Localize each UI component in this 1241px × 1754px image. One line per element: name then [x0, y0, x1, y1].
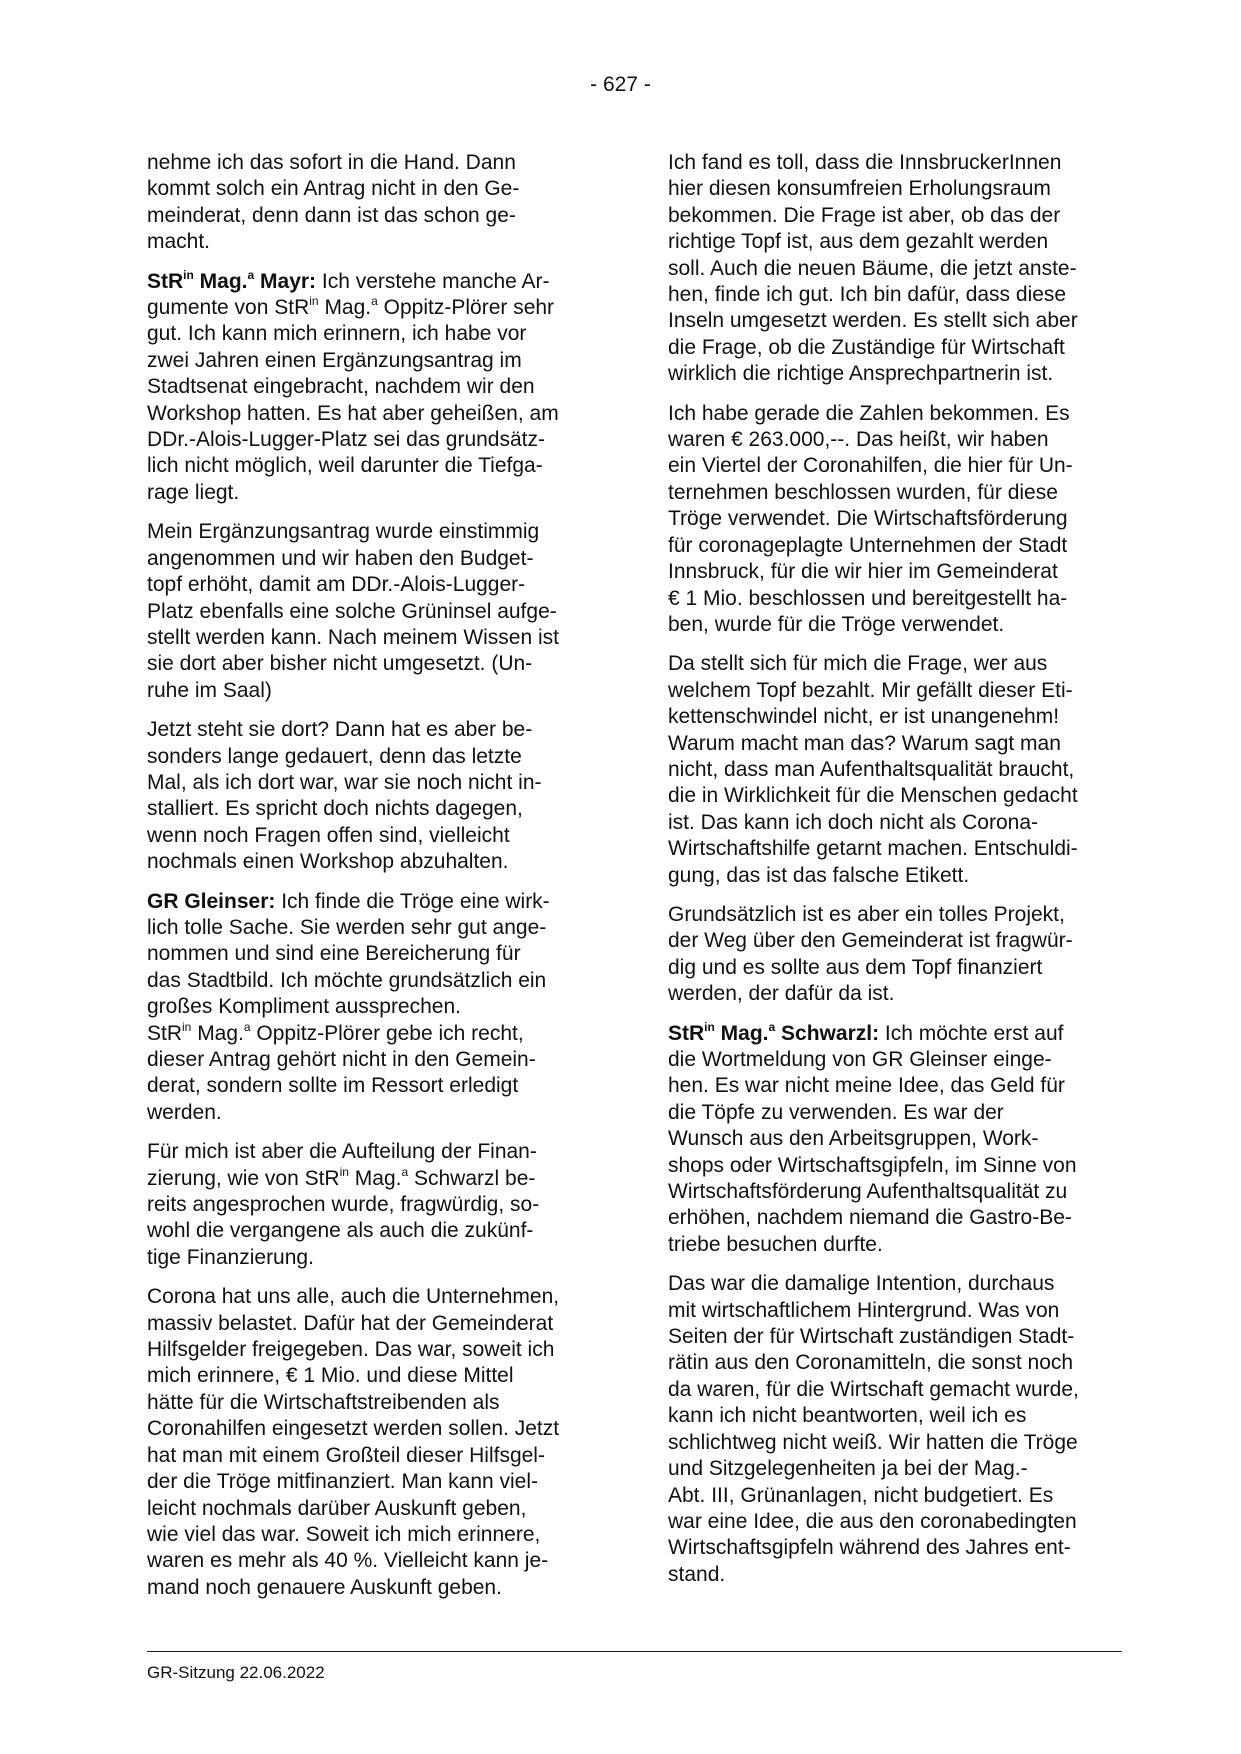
- text-run: dig und es sollte aus dem Topf finanziert: [668, 955, 1043, 979]
- text-run: Coronahilfen eingesetzt werden sollen. Jetzt: [147, 1417, 560, 1441]
- text-run: war eine Idee, die aus den coronabedingten: [668, 1509, 1077, 1533]
- text-run: wirklich die richtige Ansprechpartnerin ist.: [668, 362, 1054, 386]
- text-line: [668, 1456, 1123, 1482]
- text-line: [147, 427, 602, 453]
- text-line: [668, 533, 1123, 559]
- text-run: nehme ich das sofort in die Hand. Dann: [147, 151, 516, 174]
- text-run: DDr.-Alois-Lugger-Platz sei das grundsätz-: [147, 428, 545, 452]
- text-run: großes Kompliment aussprechen.: [147, 995, 461, 1019]
- text-run: kann ich nicht beantworten, weil ich es: [668, 1404, 1027, 1428]
- text-run: lich nicht möglich, weil darunter die Tiefga-: [147, 454, 543, 478]
- text-run: und Sitzgelegenheiten ja bei der Mag.-: [668, 1457, 1028, 1481]
- text-line: [668, 1535, 1123, 1561]
- text-run: ein Viertel der Coronahilfen, die hier für Un-: [668, 454, 1073, 478]
- text-line: [668, 1205, 1123, 1231]
- text-run: Da stellt sich für mich die Frage, wer aus: [668, 652, 1048, 676]
- text-line: [668, 757, 1123, 783]
- text-line: [147, 401, 602, 427]
- text-line: [147, 453, 602, 479]
- text-line: [147, 599, 602, 625]
- text-run: Seiten der für Wirtschaft zuständigen Stadt-: [668, 1325, 1075, 1349]
- text-run: Innsbruck, für die wir hier im Gemeinderat: [668, 560, 1058, 584]
- text-run: lich tolle Sache. Sie werden sehr gut ange-: [147, 915, 547, 939]
- text-run: Warum macht man das? Warum sagt man: [668, 731, 1061, 755]
- text-run: shops oder Wirtschaftsgipfeln, im Sinne von: [668, 1153, 1077, 1177]
- text-line: [147, 889, 602, 915]
- text-run: die in Wirklichkeit für die Menschen gedacht: [668, 784, 1078, 808]
- page-number: - 627 -: [590, 73, 651, 96]
- text-run: stand.: [668, 1562, 726, 1586]
- text-line: [668, 1324, 1123, 1350]
- text-run: tige Finanzierung.: [147, 1245, 314, 1269]
- speaker-name: Mayr:: [254, 269, 317, 293]
- text-line: [147, 321, 602, 347]
- text-line: [668, 902, 1123, 928]
- text-line: [147, 176, 602, 202]
- text-line: [668, 1126, 1123, 1152]
- speaker-name: GR Gleinser:: [147, 889, 276, 913]
- text-line: [147, 1218, 602, 1244]
- text-run: mand noch genauere Auskunft geben.: [147, 1575, 502, 1599]
- paragraph: [668, 1271, 1123, 1588]
- right-column: [668, 150, 1123, 1601]
- paragraph: [668, 150, 1123, 388]
- text-run: ben, wurde für die Tröge verwendet.: [668, 612, 1005, 636]
- text-run: die Wortmeldung von GR Gleinser einge-: [668, 1048, 1052, 1071]
- text-run: Wirtschaftsförderung Aufenthaltsqualität zu: [668, 1180, 1068, 1204]
- text-line: [147, 572, 602, 598]
- text-line: [147, 295, 602, 321]
- text-line: [668, 1403, 1123, 1429]
- text-line: [668, 1073, 1123, 1099]
- text-run: Inseln umgesetzt werden. Es stellt sich aber: [668, 309, 1078, 333]
- text-run: angenommen und wir haben den Budget-: [147, 546, 534, 570]
- text-run: reits angesprochen wurde, fragwürdig, so-: [147, 1193, 540, 1217]
- text-line: [668, 401, 1123, 427]
- paragraph: [147, 269, 602, 507]
- text-line: [668, 586, 1123, 612]
- paragraph: [147, 519, 602, 704]
- text-run: Abt. III, Grünanlagen, nicht budgetiert. Es: [668, 1483, 1054, 1507]
- text-run: gut. Ich kann mich erinnern, ich habe vor: [147, 322, 527, 346]
- text-line: [668, 1232, 1123, 1258]
- text-run: in: [339, 1164, 349, 1179]
- text-run: waren es mehr als 40 %. Vielleicht kann je-: [147, 1549, 549, 1573]
- text-run: Oppitz-Plörer gebe ich recht,: [250, 1021, 524, 1045]
- text-line: [147, 348, 602, 374]
- text-line: [147, 1548, 602, 1574]
- text-line: [147, 203, 602, 229]
- text-run: hätte für die Wirtschaftstreibenden als: [147, 1390, 500, 1414]
- text-run: dieser Antrag gehört nicht in den Gemein-: [147, 1048, 536, 1071]
- text-run: wohl die vergangene als auch die zukünf-: [147, 1219, 534, 1243]
- text-run: topf erhöht, damit am DDr.-Alois-Lugger-: [147, 573, 526, 597]
- text-line: [147, 770, 602, 796]
- text-line: [147, 1100, 602, 1126]
- text-run: kommt solch ein Antrag nicht in den Ge-: [147, 177, 520, 201]
- text-line: [668, 480, 1123, 506]
- text-line: [668, 928, 1123, 954]
- text-run: Ich verstehe manche Ar-: [316, 269, 550, 293]
- text-line: [147, 1192, 602, 1218]
- text-run: Ich fand es toll, dass die InnsbruckerInnen: [668, 151, 1062, 174]
- paragraph: [668, 651, 1123, 889]
- text-line: [147, 968, 602, 994]
- speaker-name: StR: [147, 269, 184, 293]
- text-line: [147, 1363, 602, 1389]
- text-run: Oppitz-Plörer sehr: [377, 296, 555, 320]
- text-run: wie viel das war. Soweit ich mich erinnere,: [147, 1522, 541, 1546]
- text-run: Workshop hatten. Es hat aber geheißen, am: [147, 401, 559, 425]
- text-line: [668, 981, 1123, 1007]
- text-run: Hilfsgelder freigegeben. Das war, soweit ich: [147, 1338, 555, 1362]
- text-run: werden, der dafür da ist.: [668, 982, 895, 1006]
- text-line: [147, 744, 602, 770]
- text-run: richtige Topf ist, aus dem gezahlt werden: [668, 230, 1049, 254]
- text-run: StR: [147, 1021, 183, 1045]
- text-run: sie dort aber bisher nicht umgesetzt. (Un-: [147, 652, 533, 676]
- text-run: wenn noch Fragen offen sind, vielleicht: [147, 823, 510, 847]
- text-line: [147, 1166, 602, 1192]
- text-run: in: [309, 294, 319, 309]
- text-line: [147, 1284, 602, 1310]
- text-run: triebe besuchen durfte.: [668, 1232, 883, 1256]
- text-line: [147, 849, 602, 875]
- text-run: Tröge verwendet. Die Wirtschaftsförderung: [668, 507, 1068, 531]
- text-run: nochmals einen Workshop abzuhalten.: [147, 850, 509, 874]
- text-line: [668, 731, 1123, 757]
- text-line: [147, 796, 602, 822]
- text-run: in: [182, 1019, 192, 1034]
- speaker-name: a: [247, 267, 255, 282]
- text-line: [668, 1100, 1123, 1126]
- text-line: [147, 546, 602, 572]
- text-run: bekommen. Die Frage ist aber, ob das der: [668, 203, 1061, 227]
- text-line: [147, 519, 602, 545]
- text-run: leicht nochmals darüber Auskunft geben,: [147, 1496, 527, 1520]
- text-run: a: [401, 1164, 409, 1179]
- text-run: rage liegt.: [147, 480, 240, 504]
- text-line: [147, 915, 602, 941]
- footer-divider: [147, 1651, 1122, 1652]
- text-run: Mal, als ich dort war, war sie noch nicht in-: [147, 770, 542, 794]
- text-line: [668, 1153, 1123, 1179]
- paragraph: [147, 1139, 602, 1271]
- text-run: Stadtsenat eingebracht, nachdem wir den: [147, 375, 535, 399]
- text-line: [147, 1139, 602, 1165]
- text-run: massiv belastet. Dafür hat der Gemeinderat: [147, 1311, 554, 1335]
- text-line: [668, 1562, 1123, 1588]
- text-run: nicht, dass man Aufenthaltsqualität braucht,: [668, 757, 1075, 781]
- paragraph: [147, 717, 602, 875]
- text-run: mich erinnere, € 1 Mio. und diese Mittel: [147, 1364, 514, 1388]
- text-run: stellt werden kann. Nach meinem Wissen ist: [147, 625, 559, 649]
- text-line: [147, 994, 602, 1020]
- text-run: kettenschwindel nicht, er ist unangenehm!: [668, 705, 1060, 729]
- text-line: [147, 150, 602, 176]
- text-line: [147, 941, 602, 967]
- text-run: hier diesen konsumfreien Erholungsraum: [668, 177, 1051, 201]
- text-line: [668, 1179, 1123, 1205]
- text-run: hat man mit einem Großteil dieser Hilfsgel-: [147, 1443, 545, 1467]
- speaker-name: Mag.: [193, 269, 248, 293]
- text-line: [147, 1575, 602, 1601]
- text-line: [668, 559, 1123, 585]
- text-line: [668, 955, 1123, 981]
- text-run: Ich finde die Tröge eine wirk-: [275, 889, 550, 913]
- text-line: [147, 678, 602, 704]
- text-line: [147, 1522, 602, 1548]
- left-column: [147, 150, 602, 1614]
- text-line: [668, 150, 1123, 176]
- text-run: die Töpfe zu verwenden. Es war der: [668, 1100, 1004, 1124]
- text-line: [668, 1377, 1123, 1403]
- text-run: Wirtschaftshilfe getarnt machen. Entschuldi-: [668, 837, 1078, 861]
- text-line: [147, 1390, 602, 1416]
- text-run: schlichtweg nicht weiß. Wir hatten die Tröge: [668, 1430, 1078, 1454]
- text-run: das Stadtbild. Ich möchte grundsätzlich ein: [147, 968, 547, 992]
- text-run: Ich habe gerade die Zahlen bekommen. Es: [668, 401, 1070, 425]
- text-run: Wunsch aus den Arbeitsgruppen, Work-: [668, 1127, 1039, 1151]
- text-line: [668, 863, 1123, 889]
- text-run: sonders lange gedauert, denn das letzte: [147, 744, 522, 768]
- text-line: [147, 1021, 602, 1047]
- text-run: gung, das ist das falsche Etikett.: [668, 863, 970, 887]
- text-line: [147, 1443, 602, 1469]
- text-run: für coronageplagte Unternehmen der Stadt: [668, 533, 1068, 557]
- text-line: [147, 1337, 602, 1363]
- text-run: meinderat, denn dann ist das schon ge-: [147, 203, 516, 227]
- text-run: € 1 Mio. beschlossen und bereitgestellt ha-: [668, 586, 1068, 610]
- text-line: [668, 1298, 1123, 1324]
- paragraph: [668, 902, 1123, 1008]
- text-line: [668, 229, 1123, 255]
- text-run: soll. Auch die neuen Bäume, die jetzt anste-: [668, 256, 1077, 280]
- text-run: Für mich ist aber die Aufteilung der Finan-: [147, 1140, 537, 1164]
- text-line: [668, 810, 1123, 836]
- paragraph: [668, 401, 1123, 639]
- text-line: [147, 717, 602, 743]
- text-run: waren € 263.000,--. Das heißt, wir haben: [668, 428, 1049, 452]
- text-line: [668, 1021, 1123, 1047]
- text-run: zwei Jahren einen Ergänzungsantrag im: [147, 348, 522, 372]
- text-run: ternehmen beschlossen wurden, für diese: [668, 480, 1058, 504]
- text-line: [147, 1496, 602, 1522]
- speaker-name: Schwarzl:: [775, 1021, 880, 1045]
- text-line: [668, 1430, 1123, 1456]
- text-line: [668, 335, 1123, 361]
- text-line: [147, 480, 602, 506]
- text-line: [668, 506, 1123, 532]
- speaker-name: in: [183, 267, 194, 282]
- paragraph: [147, 150, 602, 256]
- text-run: Mag.: [318, 296, 372, 320]
- text-run: hen, finde ich gut. Ich bin dafür, dass diese: [668, 283, 1067, 307]
- text-run: die Frage, ob die Zuständige für Wirtschaft: [668, 335, 1065, 359]
- text-run: Platz ebenfalls eine solche Grüninsel aufge-: [147, 599, 557, 623]
- text-line: [668, 176, 1123, 202]
- paragraph: [668, 1021, 1123, 1259]
- text-line: [668, 453, 1123, 479]
- text-run: hen. Es war nicht meine Idee, das Geld für: [668, 1074, 1065, 1098]
- text-run: rätin aus den Coronamitteln, die sonst noch: [668, 1351, 1074, 1375]
- text-line: [668, 361, 1123, 387]
- text-run: nommen und sind eine Bereicherung für: [147, 942, 521, 966]
- paragraph: [147, 889, 602, 1127]
- text-run: zierung, wie von StR: [147, 1166, 340, 1190]
- text-line: [668, 308, 1123, 334]
- text-run: a: [243, 1019, 251, 1034]
- text-run: Das war die damalige Intention, durchaus: [668, 1272, 1055, 1296]
- text-run: Schwarzl be-: [408, 1166, 536, 1190]
- text-run: stalliert. Es spricht doch nichts dagegen,: [147, 797, 523, 821]
- text-line: [668, 678, 1123, 704]
- text-run: a: [371, 294, 378, 309]
- text-line: [668, 1271, 1123, 1297]
- speaker-name: Mag.: [714, 1021, 769, 1045]
- text-line: [147, 1311, 602, 1337]
- text-run: erhöhen, nachdem niemand die Gastro-Be-: [668, 1206, 1072, 1230]
- text-run: Ich möchte erst auf: [879, 1021, 1064, 1045]
- text-run: Corona hat uns alle, auch die Unternehmen,: [147, 1285, 560, 1309]
- text-line: [147, 269, 602, 295]
- text-line: [668, 1350, 1123, 1376]
- text-line: [147, 1416, 602, 1442]
- text-run: welchem Topf bezahlt. Mir gefällt dieser Eti-: [668, 678, 1073, 702]
- text-line: [147, 1245, 602, 1271]
- text-line: [668, 651, 1123, 677]
- text-line: [668, 282, 1123, 308]
- text-line: [147, 1469, 602, 1495]
- text-line: [147, 1073, 602, 1099]
- text-run: der die Tröge mitfinanziert. Man kann viel-: [147, 1470, 539, 1494]
- text-line: [668, 1483, 1123, 1509]
- speaker-name: StR: [668, 1021, 705, 1045]
- text-run: ist. Das kann ich doch nicht als Corona-: [668, 810, 1039, 834]
- text-line: [668, 1047, 1123, 1073]
- text-line: [147, 823, 602, 849]
- text-line: [668, 1509, 1123, 1535]
- text-line: [668, 427, 1123, 453]
- text-run: Mag.: [348, 1166, 402, 1190]
- text-run: der Weg über den Gemeinderat ist fragwür-: [668, 929, 1073, 953]
- text-line: [668, 203, 1123, 229]
- text-line: [147, 651, 602, 677]
- text-run: mit wirtschaftlichem Hintergrund. Was von: [668, 1298, 1060, 1322]
- text-run: macht.: [147, 230, 211, 254]
- text-run: Mein Ergänzungsantrag wurde einstimmig: [147, 520, 540, 544]
- text-run: derat, sondern sollte im Ressort erledigt: [147, 1074, 519, 1098]
- footer-session-date: GR-Sitzung 22.06.2022: [147, 1663, 325, 1682]
- text-line: [668, 836, 1123, 862]
- text-run: da waren, für die Wirtschaft gemacht wurde,: [668, 1377, 1079, 1401]
- speaker-name: a: [768, 1019, 776, 1034]
- text-run: Wirtschaftsgipfeln während des Jahres ent-: [668, 1536, 1071, 1560]
- text-line: [668, 612, 1123, 638]
- text-line: [147, 625, 602, 651]
- text-run: Grundsätzlich ist es aber ein tolles Projekt,: [668, 902, 1065, 926]
- text-line: [147, 1047, 602, 1073]
- text-run: Jetzt steht sie dort? Dann hat es aber be-: [147, 718, 533, 742]
- text-run: werden.: [147, 1100, 222, 1124]
- paragraph: [147, 1284, 602, 1601]
- text-line: [668, 704, 1123, 730]
- text-line: [668, 256, 1123, 282]
- text-line: [147, 374, 602, 400]
- text-line: [147, 229, 602, 255]
- text-run: Mag.: [191, 1021, 244, 1045]
- text-line: [668, 783, 1123, 809]
- text-run: ruhe im Saal): [147, 678, 272, 702]
- speaker-name: in: [704, 1019, 715, 1034]
- text-run: gumente von StR: [147, 296, 310, 320]
